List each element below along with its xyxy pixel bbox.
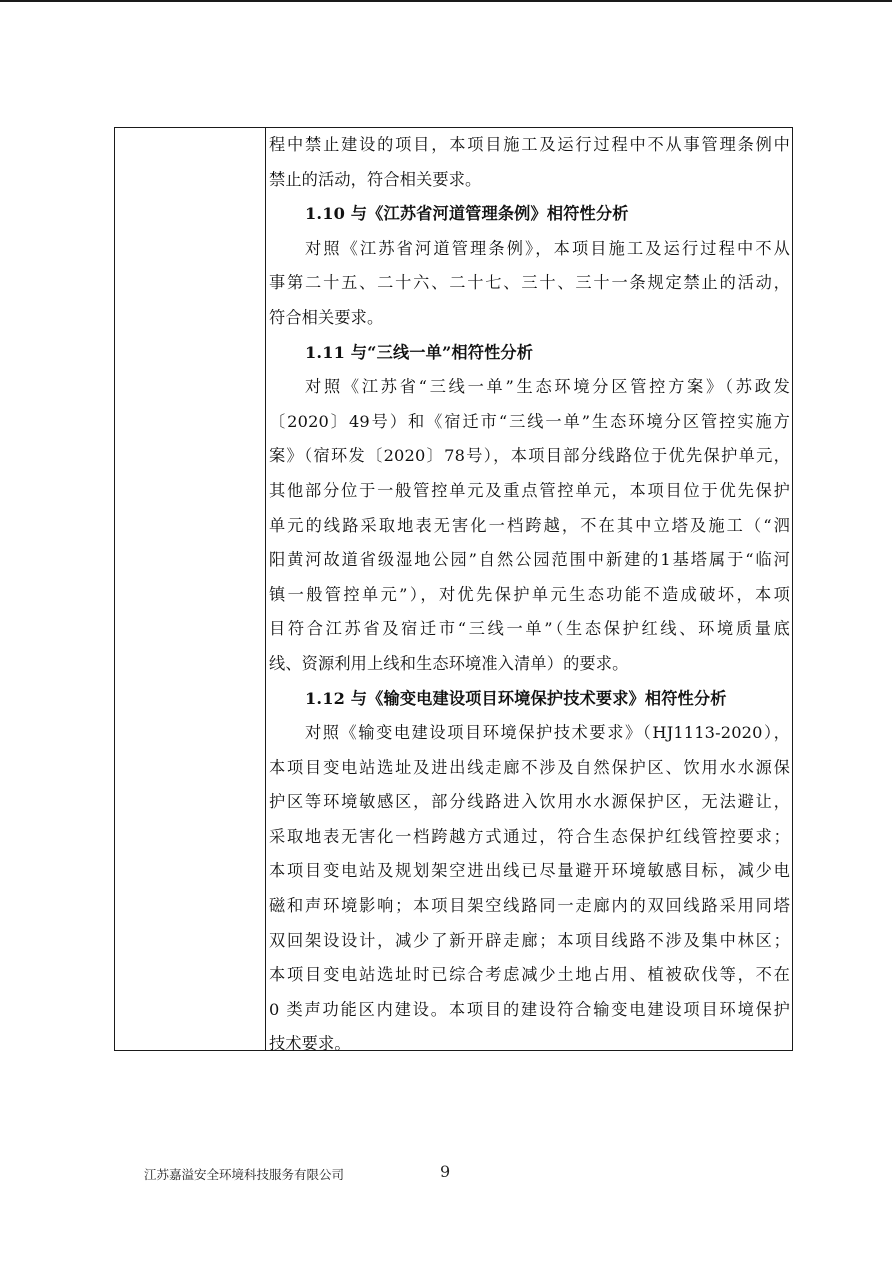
body-line: 目符合江苏省及宿迁市“三线一单”（生态保护红线、环境质量底 <box>269 619 790 639</box>
section-heading-1-11: 1.11 与“三线一单”相符性分析 <box>305 342 534 362</box>
body-line: 禁止的活动，符合相关要求。 <box>269 169 482 189</box>
body-line: 单元的线路采取地表无害化一档跨越，不在其中立塔及施工（“泗 <box>269 515 790 535</box>
body-line: 线、资源利用上线和生态环境准入清单）的要求。 <box>269 653 629 673</box>
body-line: 双回架设设计，减少了新开辟走廊；本项目线路不涉及集中林区； <box>269 930 790 950</box>
body-line: 对照《江苏省河道管理条例》，本项目施工及运行过程中不从 <box>305 238 790 258</box>
body-line: 其他部分位于一般管控单元及重点管控单元，本项目位于优先保护 <box>269 480 790 500</box>
page-number: 9 <box>440 1162 451 1181</box>
body-line: 对照《江苏省“三线一单”生态环境分区管控方案》（苏政发 <box>305 377 790 397</box>
content-table <box>114 127 793 1054</box>
footer-company-name: 江苏嘉溢安全环境科技服务有限公司 <box>144 1167 345 1182</box>
body-line: 符合相关要求。 <box>269 307 384 327</box>
body-line: 技术要求。 <box>269 1034 351 1054</box>
table-right-column <box>266 128 792 1054</box>
section-heading-1-12: 1.12 与《输变电建设项目环境保护技术要求》相符性分析 <box>305 688 727 708</box>
body-line: 阳黄河故道省级湿地公园”自然公园范围中新建的1基塔属于“临河 <box>269 550 790 570</box>
body-line: 护区等环境敏感区，部分线路进入饮用水水源保护区，无法避让， <box>269 792 790 812</box>
body-line: 磁和声环境影响；本项目架空线路同一走廊内的双回线路采用同塔 <box>269 896 790 916</box>
body-line: 案》（宿环发〔2020〕78号），本项目部分线路位于优先保护单元， <box>269 446 790 466</box>
body-line: 对照《输变电建设项目环境保护技术要求》（HJ1113-2020）， <box>305 723 790 743</box>
body-line: 本项目变电站及规划架空进出线已尽量避开环境敏感目标，减少电 <box>269 861 790 881</box>
table-left-column <box>115 128 266 1050</box>
body-line: 事第二十五、二十六、二十七、三十、三十一条规定禁止的活动， <box>269 273 790 293</box>
body-line: 〔2020〕49号）和《宿迁市“三线一单”生态环境分区管控实施方 <box>269 411 790 431</box>
body-line: 采取地表无害化一档跨越方式通过，符合生态保护红线管控要求； <box>269 826 790 846</box>
body-line: 程中禁止建设的项目，本项目施工及运行过程中不从事管理条例中 <box>269 135 790 154</box>
section-heading-1-10: 1.10 与《江苏省河道管理条例》相符性分析 <box>305 204 629 224</box>
body-line: 镇一般管控单元”），对优先保护单元生态功能不造成破坏，本项 <box>269 584 790 604</box>
body-line: 本项目变电站选址及进出线走廊不涉及自然保护区、饮用水水源保 <box>269 757 790 777</box>
body-line: 本项目变电站选址时已综合考虑减少土地占用、植被砍伐等，不在 <box>269 965 790 985</box>
body-line: 0 类声功能区内建设。本项目的建设符合输变电建设项目环境保护 <box>269 999 790 1019</box>
top-border-line <box>0 0 892 2</box>
